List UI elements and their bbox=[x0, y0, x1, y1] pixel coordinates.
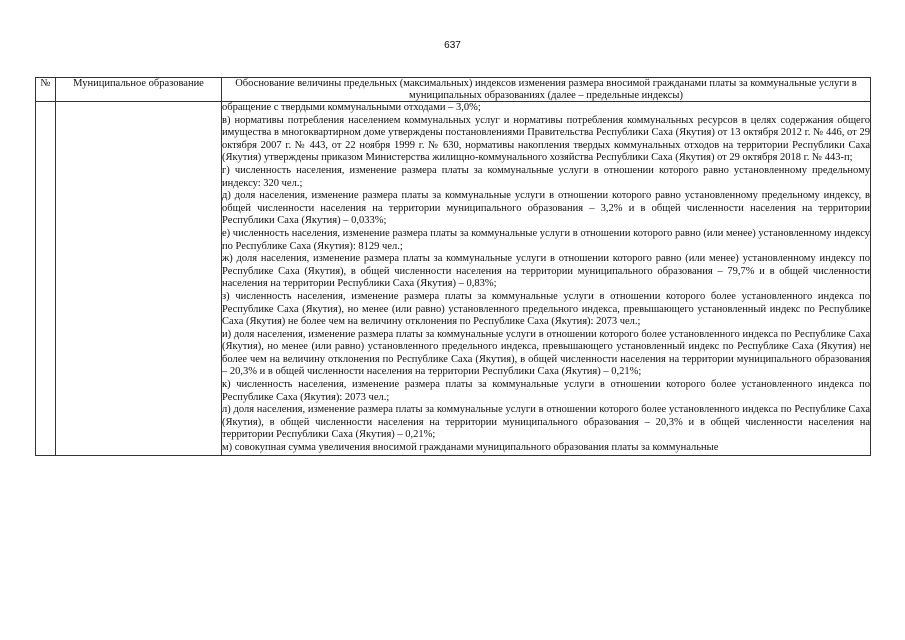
table-header-row bbox=[36, 78, 871, 102]
paragraph: д) доля населения, изменение размера платы за коммунальные услуги в отношении которого равно установленному предельному индексу, в общей численности населения на территории муниципального образования – 3,2% и в общей численности населения на территории Республики Саха (Якутия) – 0,033%; bbox=[222, 190, 870, 227]
header-municipality: Муниципальное образование bbox=[56, 78, 222, 102]
header-justification: Обоснование величины предельных (максимальных) индексов изменения размера вносимой гражданами платы за коммунальные услуги в муниципальных образованиях (далее – предельные индексы) bbox=[222, 78, 871, 102]
paragraph: е) численность населения, изменение размера платы за коммунальные услуги в отношении которого равно (или менее) установленному индексу по Республике Саха (Якутия): 8129 чел.; bbox=[222, 227, 870, 252]
cell-justification bbox=[222, 102, 871, 456]
cell-municipality bbox=[56, 102, 222, 456]
paragraph: з) численность населения, изменение размера платы за коммунальные услуги в отношении которого более установленного индекса по Республике Саха (Якутия), но менее (или равно) установленного предельного индекса, превышающего установленный индекс по Республике Саха (Якутия) не более чем на величину отклонения по Республике Саха (Якутия): 2073 чел.; bbox=[222, 290, 870, 328]
paragraph: ж) доля населения, изменение размера платы за коммунальные услуги в отношении которого равно (или менее) установленному индексу по Республике Саха (Якутия), в общей численности населения на территории муниципального образования – 79,7% и в общей численности населения на территории Республики Саха (Якутия) – 0,83%; bbox=[222, 253, 870, 290]
page-number: 637 bbox=[444, 40, 461, 51]
paragraph: л) доля населения, изменение размера платы за коммунальные услуги в отношении которого более установленного индекса по Республике Саха (Якутия), в общей численности населения на территории муниципального образования – 20,3% и в общей численности населения на территории Республики Саха (Якутия) – 0,21%; bbox=[222, 404, 870, 441]
header-number: № bbox=[36, 78, 56, 102]
cell-number bbox=[36, 102, 56, 456]
justification-table bbox=[35, 77, 871, 456]
paragraph: и) доля населения, изменение размера платы за коммунальные услуги в отношении которого более установленного индекса по Республике Саха (Якутия), но менее (или равно) установленного предельного индекса, превышающего установленный индекс по Республике Саха (Якутия) не более чем на величину отклонения по Республике Саха (Якутия), в общей численности населения на территории муниципального образования – 20,3% и в общей численности населения на территории Республики Саха (Якутия) – 0,21%; bbox=[222, 328, 870, 378]
table-row bbox=[36, 102, 871, 456]
paragraph: обращение с твердыми коммунальными отходами – 3,0%; bbox=[222, 102, 481, 113]
paragraph: г) численность населения, изменение размера платы за коммунальные услуги в отношении которого равно установленному предельному индексу: 320 чел.; bbox=[222, 164, 870, 189]
paragraph: м) совокупная сумма увеличения вносимой гражданами муниципального образования платы за коммунальные bbox=[222, 442, 719, 454]
paragraph: в) нормативы потребления населением коммунальных услуг и нормативы потребления коммунальных ресурсов в целях содержания общего имущества в многоквартирном доме утверждены постановлениями Правительства Республики Саха (Якутия) от 13 октября 2012 г. № 446, от 29 октября 2007 г. № 443, от 22 ноября 1999 г. № 630, нормативы накопления твердых коммунальных отходов на территории Республики Саха (Якутия) утверждены приказом Министерства жилищно-коммунального хозяйства Республики Саха (Якутия) от 29 октября 2018 г. № 443-п; bbox=[222, 114, 870, 164]
paragraph: к) численность населения, изменение размера платы за коммунальные услуги в отношении которого более установленного индекса по Республике Саха (Якутия): 2073 чел.; bbox=[222, 379, 870, 403]
